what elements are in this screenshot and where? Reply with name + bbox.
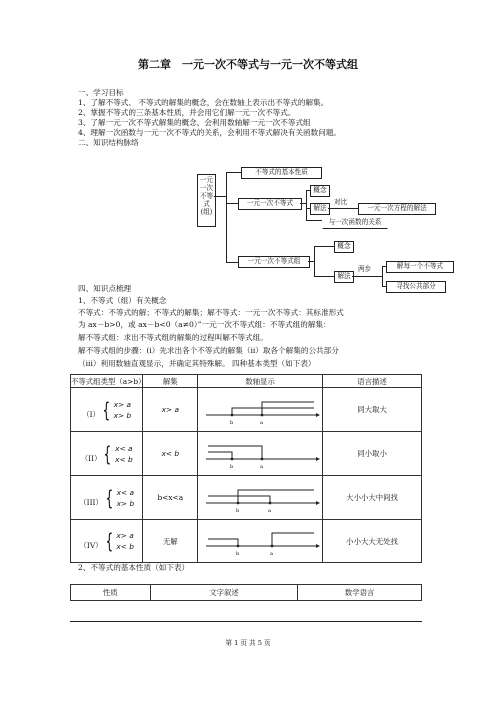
- inequality: x< a: [116, 487, 135, 497]
- diagram-node-properties: 不等式的基本性质: [241, 167, 322, 179]
- inequality: x< b: [116, 542, 134, 551]
- section-heading-knowledge: 四、知识点梳理: [78, 284, 132, 293]
- goal-item: 2、掌握不等式的三条基本性质，并会用它们解一元一次不等式。: [78, 108, 296, 117]
- axis-label-b: b: [230, 419, 234, 426]
- table-row: （III） { x< a x> b b<x<a b a 大小小大中间找: [71, 476, 422, 520]
- table-row: （I） { x> a x> b x> a b a 同大取大: [71, 388, 422, 432]
- inequality: x> b: [113, 410, 132, 420]
- row-label: （I）: [82, 409, 100, 419]
- table-row: （IV） { x> a x< b 无解 b a 小小大大无处找: [71, 520, 422, 563]
- subheading-concepts: 1、不等式（组）有关概念: [78, 296, 167, 305]
- diagram-node-solve: 解法: [310, 203, 330, 215]
- concept-line: 为 ax－b>0，或 ax－b<0（a≠0）”一元一次不等式组：不等式组的解集：: [78, 320, 331, 329]
- solution-set: x> a: [143, 388, 198, 432]
- table-header: 文字叙述: [150, 585, 298, 601]
- table-header: 性质: [71, 585, 151, 601]
- number-line-cell: [198, 520, 323, 563]
- table-header: 解集: [143, 375, 198, 388]
- properties-table: [70, 584, 422, 601]
- goal-item: 4、理解一次函数与一元一次不等式的关系，会利用不等式解决有关函数问题。: [78, 128, 342, 137]
- row-label: （II）: [80, 453, 102, 463]
- inequality: x> a: [116, 531, 134, 540]
- solution-set: b<x<a: [143, 476, 198, 520]
- diagram-node-equation: 一元一次方程的解法: [358, 203, 436, 215]
- axis-label-a: a: [260, 463, 264, 470]
- diagram-root: 一元一次不等式(组): [197, 174, 216, 227]
- diagram-node-solve-each: 解每一个不等式: [386, 261, 454, 273]
- goal-item: 3、了解一元一次不等式解集的概念，会利用数轴解一元一次不等式组: [78, 118, 311, 127]
- axis-label-b: b: [230, 463, 234, 470]
- inequality: x> a: [113, 399, 132, 409]
- axis-label-b: b: [236, 551, 240, 557]
- footer-divider: [70, 621, 422, 622]
- description: 同大取大: [323, 388, 422, 432]
- row-label: （III）: [79, 497, 103, 507]
- subheading-properties: 2、不等式的基本性质（如下表）: [78, 563, 190, 572]
- diagram-node-solve-2: 解法: [334, 271, 354, 283]
- table-header: 语言描述: [323, 375, 422, 388]
- page-footer: 第 1 页 共 5 页: [225, 639, 271, 647]
- diagram-node-function: 与一次函数的关系: [322, 217, 388, 229]
- diagram-node-inequality: 一元一次不等式: [238, 198, 302, 210]
- row-label: （IV）: [79, 541, 103, 550]
- diagram-node-common-part: 寻找公共部分: [386, 281, 446, 293]
- table-row: （II） { x< a x< b x< b b a 同小取小: [71, 432, 422, 476]
- concept-line: 不等式：不等式的解；不等式的解集；解不等式：一元一次不等式：其标准形式: [78, 308, 344, 317]
- diagram-node-concept: 概念: [310, 185, 330, 197]
- diagram-node-system: 一元一次不等式组: [238, 256, 310, 268]
- table-header: 数轴显示: [198, 375, 323, 388]
- goal-item: 1、了解不等式、 不等式的解集的概念，会在数轴上表示出不等式的解集。: [78, 98, 329, 107]
- inequality: x> b: [116, 498, 135, 508]
- number-line-diagram: [198, 389, 322, 429]
- table-header: 数学语言: [298, 585, 422, 601]
- concept-line: （iii）利用数轴直观显示，并确定其特殊解。 四种基本类型（如下表）: [78, 359, 316, 368]
- page-title: 第二章 一元一次不等式与一元一次不等式组: [138, 58, 358, 71]
- axis-label-a: a: [268, 507, 272, 514]
- concept-line: 解不等式组：求出不等式组的解集的过程叫解不等式组。: [78, 333, 268, 342]
- solution-set: 无解: [143, 520, 198, 563]
- number-line-cell: [198, 432, 323, 476]
- number-line-diagram: [198, 520, 322, 560]
- concept-line: 解不等式组的步骤：(i）先求出各个不等式的解集（ii）取各个解集的公共部分: [78, 346, 339, 355]
- number-line-cell: [198, 476, 323, 520]
- diagram-label-two-steps: 两步: [358, 265, 372, 273]
- description: 同小取小: [323, 432, 422, 476]
- number-line-cell: [198, 388, 323, 432]
- diagram-node-concept-2: 概念: [334, 241, 354, 253]
- diagram-label-compare: 对比: [334, 198, 348, 206]
- section-heading-goals: 一、学习目标: [78, 88, 124, 97]
- section-heading-structure: 二、知识结构脉络: [78, 138, 139, 147]
- table-header-row: [71, 585, 422, 601]
- number-line-diagram: [198, 477, 322, 517]
- inequality: x< b: [115, 454, 133, 464]
- axis-label-b: b: [236, 507, 240, 514]
- axis-label-a: a: [260, 419, 264, 426]
- number-line-diagram: [198, 433, 322, 473]
- axis-label-a: a: [270, 551, 274, 557]
- description: 大小小大中间找: [323, 476, 422, 520]
- inequality: x< a: [115, 443, 133, 453]
- description: 小小大大无处找: [323, 520, 422, 563]
- inequality-system-table: [70, 374, 422, 563]
- table-header-row: [71, 375, 422, 388]
- table-header: 不等式组类型（a>b）: [71, 376, 146, 386]
- solution-set: x< b: [143, 432, 198, 476]
